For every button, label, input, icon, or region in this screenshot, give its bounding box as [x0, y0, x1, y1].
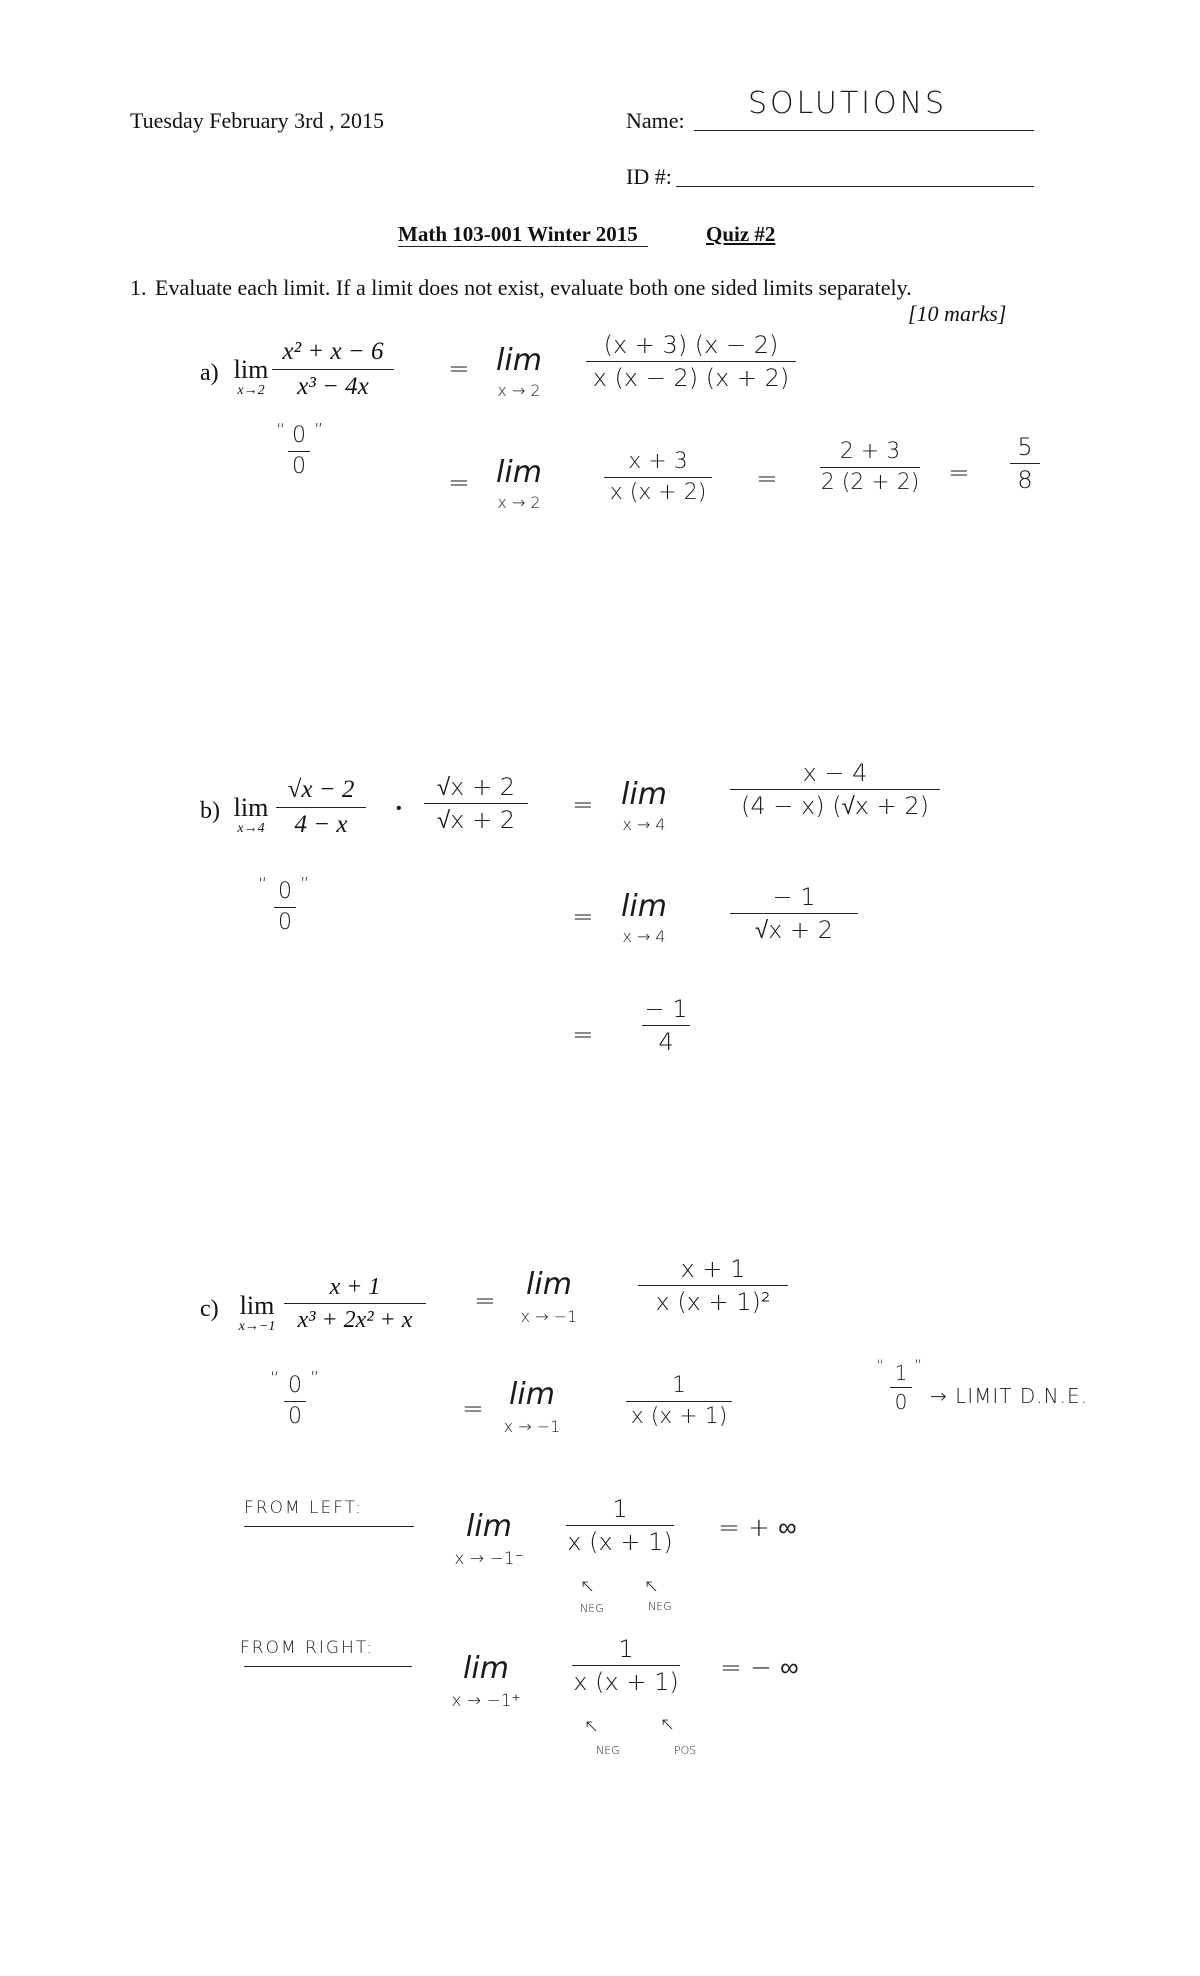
fraction-bar	[820, 467, 920, 468]
fraction-denominator: x (x + 1)	[630, 1404, 728, 1430]
fraction-denominator: x (x + 1)	[573, 1668, 679, 1697]
fraction-denominator: √x + 2	[436, 806, 515, 835]
fraction-denominator: x (x + 1)²	[655, 1288, 771, 1317]
fraction-denominator: x (x + 2)	[609, 480, 707, 506]
fraction-bar	[642, 1025, 690, 1026]
fraction-bar	[626, 1401, 732, 1402]
equals-sign: =	[948, 458, 970, 488]
arrow-icon: ↖	[584, 1716, 600, 1737]
form-denominator: 0	[288, 1404, 302, 1430]
lim-word: lim	[496, 455, 542, 490]
part-b-expression	[276, 776, 366, 838]
left-fraction	[566, 1496, 674, 1556]
question-number: 1.	[130, 275, 147, 300]
part-b-step1-fraction	[730, 760, 940, 820]
lim-word: lim	[526, 1267, 572, 1302]
fraction-numerator: 1	[612, 1495, 628, 1523]
left-note-neg: NEG	[580, 1602, 604, 1615]
from-left-underline	[244, 1526, 414, 1527]
lim-word: lim	[239, 1291, 275, 1320]
quote-open: “	[270, 1368, 280, 1389]
lim-subscript: x → −1	[520, 1307, 578, 1326]
lim-subscript: x → −1	[503, 1417, 561, 1436]
equals-sign: =	[572, 790, 594, 820]
fraction-numerator: − 1	[772, 883, 816, 911]
fraction-denominator: √x + 2	[754, 916, 833, 945]
quote-close: ”	[314, 420, 324, 441]
fraction-numerator: 1	[894, 1361, 908, 1385]
fraction-numerator: (x + 3) (x − 2)	[603, 331, 779, 359]
answer-denominator: 8	[1017, 466, 1033, 495]
id-label: ID #:	[626, 164, 672, 189]
part-b-step1-limit	[608, 777, 680, 834]
quote-close: ”	[914, 1356, 923, 1375]
part-b-label: b)	[200, 798, 220, 824]
quote-close: ”	[310, 1368, 320, 1389]
answer-numerator: 5	[1017, 433, 1033, 461]
right-note-neg: NEG	[596, 1744, 620, 1757]
from-left-label: FROM LEFT:	[244, 1498, 363, 1518]
question-text: Evaluate each limit. If a limit does not exist, evaluate both one sided limits separately.	[155, 275, 912, 300]
part-c-step2-fraction	[626, 1374, 732, 1429]
fraction-numerator: 1	[672, 1373, 686, 1398]
part-a-label: a)	[200, 360, 219, 386]
form-bar	[284, 1401, 306, 1402]
fraction-bar	[730, 913, 858, 914]
fraction-bar	[586, 361, 796, 362]
lim-word: lim	[621, 777, 667, 812]
fraction-bar	[572, 1665, 680, 1666]
name-line	[694, 130, 1034, 131]
lim-subscript: x → 2	[497, 493, 541, 512]
part-a-step1-fraction	[586, 332, 796, 392]
answer-denominator: 4	[658, 1028, 674, 1057]
course-title: Math 103-001 Winter 2015	[398, 222, 638, 246]
part-b-limit	[228, 795, 274, 836]
lim-subscript: x→−1	[238, 1319, 276, 1334]
answer-numerator: − 1	[644, 995, 688, 1023]
fraction-numerator: x − 4	[802, 759, 868, 787]
question-marks: [10 marks]	[908, 301, 1007, 326]
part-a-step2-limit	[486, 455, 552, 512]
fraction-bar	[272, 369, 394, 370]
form-bar	[274, 907, 296, 908]
left-result: = + ∞	[718, 1513, 797, 1543]
fraction-numerator: √x − 2	[287, 776, 355, 803]
arrow-icon: ↖	[644, 1576, 660, 1597]
right-fraction	[572, 1636, 680, 1696]
part-c-limit	[228, 1293, 286, 1334]
from-right-underline	[244, 1666, 412, 1667]
fraction-denominator: (4 − x) (√x + 2)	[741, 792, 929, 821]
fraction-denominator: x³ + 2x² + x	[297, 1307, 413, 1334]
part-c-step1-limit	[510, 1267, 588, 1326]
form-bar	[288, 451, 310, 452]
part-a-step2-fraction	[604, 450, 712, 505]
lim-word: lim	[233, 355, 269, 384]
fraction-denominator: 0	[894, 1390, 908, 1414]
left-note-neg: NEG	[648, 1600, 672, 1613]
equals-sign: =	[462, 1394, 484, 1424]
fraction-numerator: x + 1	[680, 1255, 746, 1283]
fraction-bar	[730, 789, 940, 790]
form-numerator: 0	[292, 423, 306, 448]
lim-word: lim	[463, 1651, 509, 1686]
right-result: = − ∞	[720, 1653, 799, 1683]
id-line	[676, 186, 1034, 187]
lim-subscript: x → 4	[622, 815, 666, 834]
lim-subscript: x → −1⁻	[454, 1549, 524, 1569]
lim-subscript: x→4	[237, 821, 265, 836]
part-a-answer	[1010, 434, 1040, 494]
equals-sign: =	[448, 354, 470, 384]
fraction-bar	[566, 1525, 674, 1526]
equals-sign: =	[572, 902, 594, 932]
form-numerator: 0	[288, 1373, 302, 1398]
quiz-title: Quiz #2	[706, 222, 776, 246]
fraction-numerator: x + 3	[628, 449, 688, 474]
lim-word: lim	[466, 1509, 512, 1544]
lim-word: lim	[233, 793, 269, 822]
form-denominator: 0	[278, 910, 292, 936]
quote-open: “	[876, 1356, 885, 1375]
part-c-label: c)	[200, 1296, 219, 1322]
fraction-numerator: x² + x − 6	[282, 338, 384, 365]
fraction-denominator: x (x + 1)	[567, 1528, 673, 1557]
lim-word: lim	[621, 889, 667, 924]
course-underline	[398, 246, 648, 247]
fraction-bar	[284, 1303, 426, 1304]
fraction-numerator: √x + 2	[436, 773, 515, 801]
part-c-step1-fraction	[638, 1256, 788, 1316]
fraction-denominator: x³ − 4x	[297, 372, 369, 400]
part-b-form	[274, 880, 296, 935]
lim-subscript: x → 4	[622, 927, 666, 946]
part-a-expression	[272, 338, 394, 400]
right-note-pos: POS	[674, 1744, 697, 1757]
part-b-step2-limit	[608, 889, 680, 946]
fraction-bar	[638, 1285, 788, 1286]
fraction-bar	[604, 477, 712, 478]
lim-word: lim	[509, 1377, 555, 1412]
fraction-numerator: 2 + 3	[839, 439, 901, 464]
fraction-denominator: x (x − 2) (x + 2)	[592, 364, 790, 393]
right-limit	[444, 1651, 528, 1711]
part-a-step3-fraction	[820, 440, 920, 495]
from-right-label: FROM RIGHT:	[240, 1638, 375, 1658]
equals-sign: =	[448, 468, 470, 498]
quiz-date: Tuesday February 3rd , 2015	[130, 108, 384, 133]
part-c-expression	[284, 1274, 426, 1334]
form-numerator: 0	[278, 879, 292, 904]
arrow-icon: ↖	[580, 1576, 596, 1597]
fraction-numerator: x + 1	[329, 1274, 381, 1300]
fraction-denominator: 2 (2 + 2)	[820, 470, 920, 496]
equals-sign: =	[474, 1286, 496, 1316]
name-value: SOLUTIONS	[748, 86, 948, 121]
part-a-step1-limit	[486, 343, 552, 400]
multiply-dot: •	[396, 798, 402, 817]
part-a-form	[288, 424, 310, 479]
part-b-conjugate	[424, 774, 528, 834]
lim-word: lim	[496, 343, 542, 378]
equals-sign: =	[756, 464, 778, 494]
fraction-bar	[890, 1387, 912, 1388]
part-c-form	[284, 1374, 306, 1429]
dne-fraction	[890, 1362, 912, 1413]
fraction-bar	[424, 803, 528, 804]
quote-close: ”	[300, 874, 310, 895]
part-b-answer	[642, 996, 690, 1056]
part-c-step2-limit	[496, 1377, 568, 1436]
part-a-limit	[228, 357, 274, 398]
lim-subscript: x → −1⁺	[451, 1691, 521, 1711]
fraction-denominator: 4 − x	[294, 810, 348, 838]
left-limit	[452, 1509, 526, 1569]
quote-open: “	[276, 420, 286, 441]
lim-subscript: x→2	[237, 383, 265, 398]
equals-sign: =	[572, 1020, 594, 1050]
name-label: Name:	[626, 108, 685, 133]
form-denominator: 0	[292, 454, 306, 480]
limit-dne-note: → LIMIT D.N.E.	[930, 1384, 1088, 1408]
quote-open: “	[258, 874, 268, 895]
fraction-bar	[1010, 463, 1040, 464]
fraction-numerator: 1	[618, 1635, 634, 1663]
arrow-icon: ↖	[660, 1714, 676, 1735]
lim-subscript: x → 2	[497, 381, 541, 400]
part-b-step2-fraction	[730, 884, 858, 944]
fraction-bar	[276, 807, 366, 808]
